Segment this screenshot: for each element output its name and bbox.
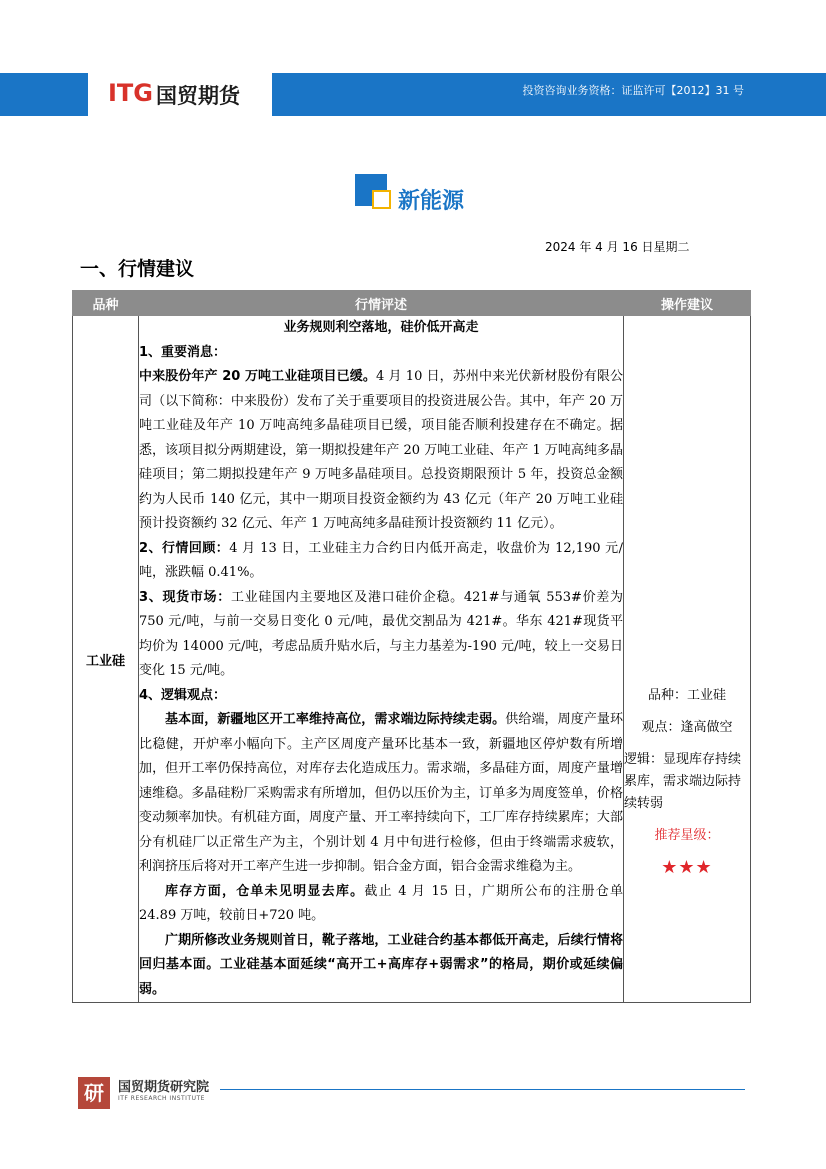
op-gap xyxy=(624,847,750,857)
company-logo xyxy=(88,73,272,116)
advice-table xyxy=(72,290,751,1003)
logo-cn-text: 国贸期货 xyxy=(156,84,240,108)
section-3-heading: 3、现货市场： xyxy=(139,589,231,605)
conclusion-paragraph: 广期所修改业务规则首日，靴子落地，工业硅合约基本都低开高走，后续行情将回归基本面。工业硅基本面延续“高开工+高库存+弱需求”的格局，期价或延续偏弱。 xyxy=(139,932,623,997)
section-2-text: 4 月 13 日，工业硅主力合约日内低开高走，收盘价为 12,190 元/吨，涨跌幅 0.41%。 xyxy=(139,540,624,580)
heading-market-advice: 一、行情建议 xyxy=(80,258,195,280)
license-text: 投资咨询业务资格：证监许可【2012】31 号 xyxy=(522,84,744,97)
variety-cell: 工业硅 xyxy=(73,316,139,1003)
op-view: 观点：逢高做空 xyxy=(641,720,733,735)
commentary-cell xyxy=(139,316,624,1003)
section-2-paragraph xyxy=(139,537,623,586)
inventory-text: 截止 4 月 15 日，广期所公布的注册仓单 24.89 万吨，较前日+720 吨。 xyxy=(139,883,623,923)
footer-institute-name: 国贸期货研究院 xyxy=(118,1080,210,1095)
fundamentals-lead: 基本面，新疆地区开工率维持高位，需求端边际持续走弱。 xyxy=(165,712,506,727)
report-date: 2024 年 4 月 16 日星期二 xyxy=(545,240,690,254)
inventory-lead: 库存方面，仓单未见明显去库。 xyxy=(165,883,365,899)
header-commentary: 行情评述 xyxy=(139,291,624,316)
footer-divider xyxy=(220,1089,745,1090)
section-3-paragraph xyxy=(139,586,623,684)
op-logic: 逻辑：显现库存持续累库，需求端边际持续转弱 xyxy=(624,752,742,811)
section-1-text: 4 月 10 日，苏州中来光伏新材股份有限公司（以下简称：中来股份）发布了关于重要项目的投资进展公告。其中，年产 20 万吨工业硅及年产 10 万吨高纯多晶硅项目已缓，项目能否顺利投建存在不确定。据悉，该项目拟分两期建设，第一期拟投建年产 20 万吨工业硅、年产 1 万吨高纯多晶硅项目；第二期拟投建年产 9 万吨多晶硅项目。总投资期限预计 5 年，投资总金额约为人民币 140 亿元，其中一期项目投资金额约为 43 亿元（年产 20 万吨工业硅预计投资额约 32 亿元、年产 1 万吨高纯多晶硅预计投资额约 11 亿元）。 xyxy=(139,369,623,531)
section-4-heading: 4、逻辑观点： xyxy=(139,687,227,703)
section-2-heading: 2、行情回顾： xyxy=(139,540,230,556)
operation-spacer xyxy=(624,439,750,685)
section-1-lead: 中来股份年产 20 万吨工业硅项目已缓。 xyxy=(139,369,376,384)
op-stars-label: 推荐星级： xyxy=(654,828,720,843)
header-operation: 操作建议 xyxy=(624,291,751,316)
op-gap xyxy=(624,707,750,717)
header-variety: 品种 xyxy=(73,291,139,316)
commentary-title: 业务规则利空落地，硅价低开高走 xyxy=(283,320,479,335)
section-square-inner-icon xyxy=(372,190,391,209)
research-institute-logo-icon: 研 xyxy=(78,1077,110,1109)
table-header-row xyxy=(73,291,751,316)
rating-stars-icon: ★★★ xyxy=(661,857,713,878)
footer-institute-name-en: ITF RESEARCH INSTITUTE xyxy=(118,1095,205,1102)
section-1-paragraph xyxy=(139,365,623,537)
section-title: 新能源 xyxy=(398,189,465,214)
logo-itg-text: ITG xyxy=(108,79,153,107)
fundamentals-paragraph xyxy=(139,708,623,880)
op-variety: 品种：工业硅 xyxy=(647,688,726,703)
op-gap xyxy=(624,739,750,749)
table-row xyxy=(73,316,751,1003)
inventory-paragraph xyxy=(139,880,623,929)
section-3-text: 工业硅国内主要地区及港口硅价企稳。421#与通氧 553#价差为 750 元/吨，与前一交易日变化 0 元/吨，最优交割品为 421#。华东 421#现货平均价为 14000 元/吨，考虑品质升贴水后，与主力基差为-190 元/吨，较上一交易日变化 15 元/吨。 xyxy=(139,589,624,678)
operation-cell xyxy=(624,316,751,1003)
section-1-heading: 1、重要消息： xyxy=(139,344,227,360)
fundamentals-text: 供给端，周度产量环比稳健，开炉率小幅向下。主产区周度产量环比基本一致，新疆地区停炉数有所增加，但开工率仍保持高位，对库存去化造成压力。需求端，多晶硅方面，周度产量增速维稳。多晶硅粉厂采购需求有所增加，但仍以压价为主，订单多为周度签单，价格变动频率加快。有机硅方面，周度产量、开工率持续向下，工厂库存持续累库；大部分有机硅厂以正常生产为主，个别计划 4 月中旬进行检修，但由于终端需求疲软，利润挤压后将对开工率产生进一步抑制。铝合金方面，铝合金需求维稳为主。 xyxy=(139,712,623,874)
op-gap xyxy=(624,815,750,825)
